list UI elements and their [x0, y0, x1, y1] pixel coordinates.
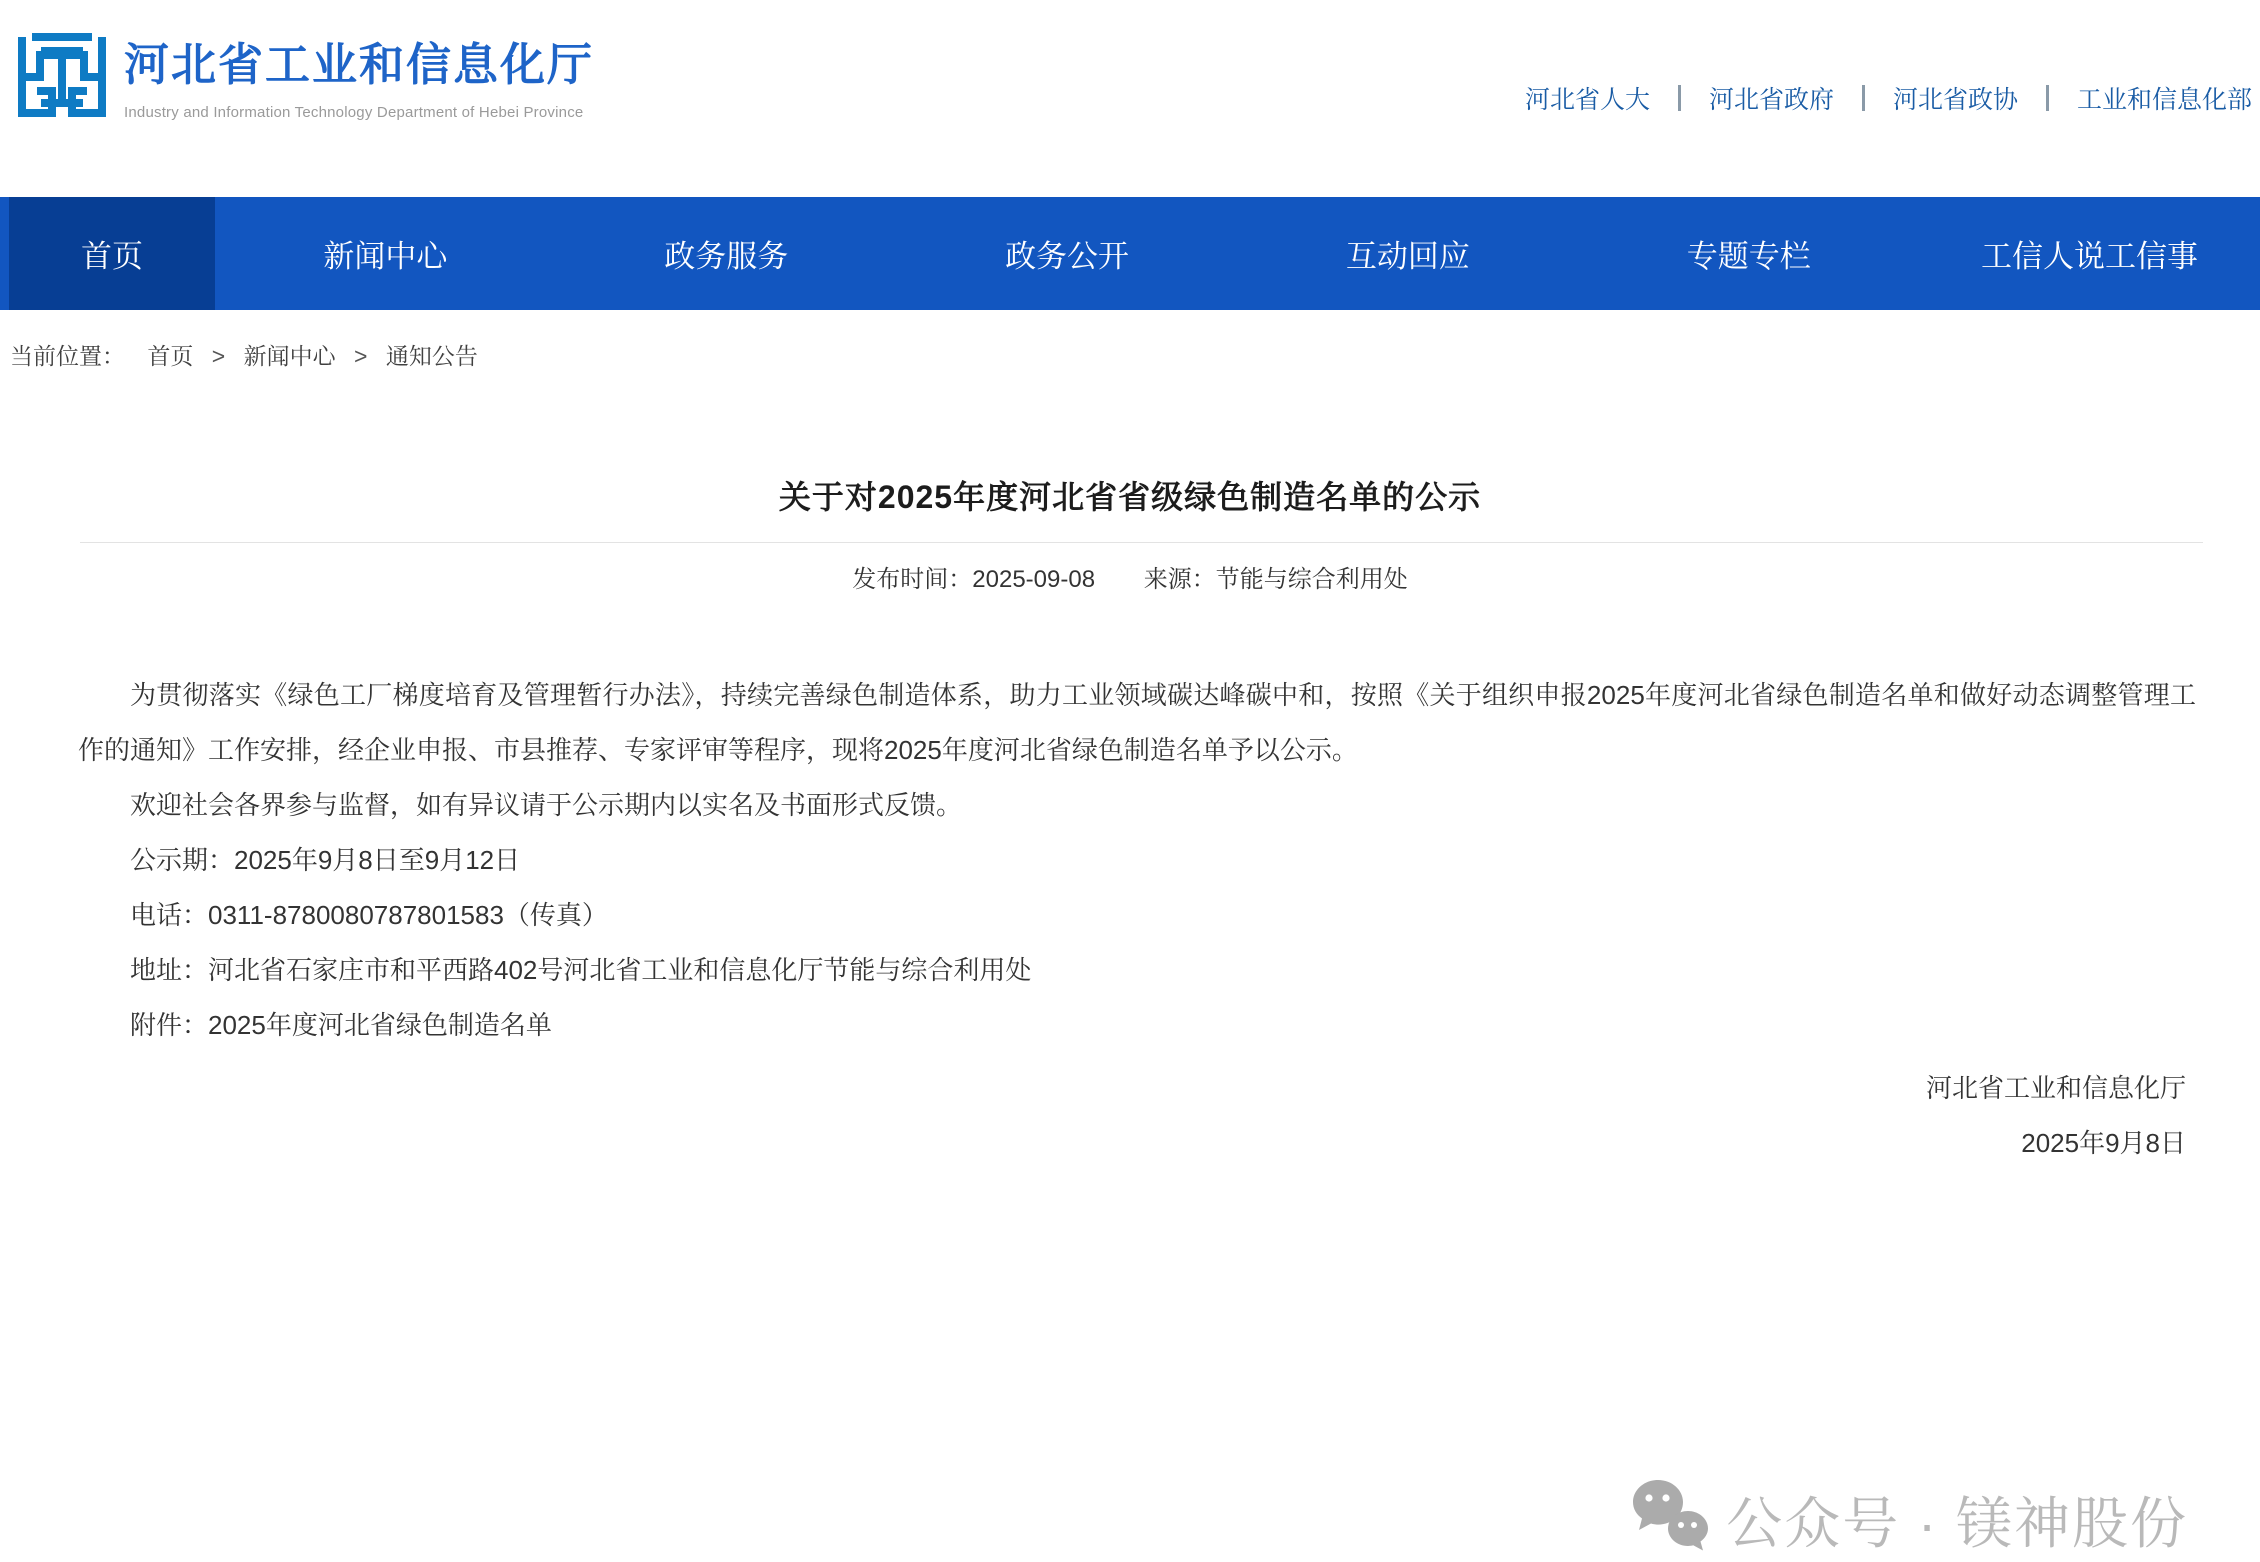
source-label: 来源：	[1143, 566, 1216, 593]
signature-org: 河北省工业和信息化厅	[1925, 1073, 2186, 1103]
article	[0, 476, 2260, 1555]
wechat-icon	[1632, 1478, 1710, 1562]
brand	[14, 28, 594, 126]
wechat-watermark	[1632, 1478, 2188, 1562]
main-nav	[0, 197, 2260, 310]
published-date: 2025-09-08	[972, 566, 1096, 593]
source-value: 节能与综合利用处	[1215, 566, 1408, 593]
public-notice-period: 公示期：2025年9月8日至9月12日	[130, 845, 521, 875]
hebei-miit-logo-icon	[14, 28, 110, 126]
nav-item-gov-disclosure[interactable]: 政务公开	[1005, 239, 1130, 274]
nav-item-news-center[interactable]: 新闻中心	[323, 239, 448, 274]
site-title: 河北省工业和信息化厅	[124, 39, 595, 90]
nav-item-gov-services[interactable]: 政务服务	[664, 239, 789, 274]
top-link-zhengfu[interactable]: 河北省政府	[1708, 86, 1834, 114]
paragraph: 为贯彻落实《绿色工厂梯度培育及管理暂行办法》，持续完善绿色制造体系，助力工业领域碳达峰碳中和，按照《关于组织申报2025年度河北省绿色制造名单和做好动态调整管理工作的通知》工作安排，经企业申报、市县推荐、专家评审等程序，现将2025年度河北省绿色制造名单予以公示。	[78, 680, 2196, 765]
breadcrumb	[0, 310, 2260, 372]
nav-item-miit-people[interactable]: 工信人说工信事	[1981, 239, 2199, 274]
top-link-zhengxie[interactable]: 河北省政协	[1892, 86, 2018, 114]
article-title: 关于对2025年度河北省省级绿色制造名单的公示	[778, 479, 1482, 515]
article-meta	[0, 559, 2260, 594]
top-link-divider	[1678, 85, 1681, 111]
watermark-text: 公众号 · 镁神股份	[1726, 1492, 2188, 1555]
breadcrumb-separator: >	[211, 343, 226, 369]
crumb-home[interactable]: 首页	[147, 343, 194, 369]
paragraph: 欢迎社会各界参与监督，如有异议请于公示期内以实名及书面形式反馈。	[130, 790, 963, 820]
site-header	[0, 0, 2260, 197]
site-subtitle: Industry and Information Technology Department of Hebei Province	[124, 104, 584, 121]
top-links	[1525, 80, 2252, 116]
attachment-link[interactable]: 附件：2025年度河北省绿色制造名单	[130, 1010, 552, 1040]
article-body	[0, 668, 2260, 1053]
top-link-miit[interactable]: 工业和信息化部	[2076, 86, 2252, 114]
address-line: 地址：河北省石家庄市和平西路402号河北省工业和信息化厅节能与综合利用处	[130, 955, 1032, 985]
nav-item-special-topics[interactable]: 专题专栏	[1686, 239, 1811, 274]
breadcrumb-separator: >	[354, 343, 368, 369]
nav-item-interaction[interactable]: 互动回应	[1345, 239, 1470, 274]
nav-item-home[interactable]: 首页	[9, 197, 215, 310]
signature-block	[0, 1061, 2260, 1171]
phone-line: 电话：0311-8780080787801583（传真）	[130, 900, 608, 930]
crumb-notices: 通知公告	[385, 343, 478, 369]
crumb-news-center[interactable]: 新闻中心	[243, 343, 336, 369]
title-divider	[80, 542, 2203, 543]
signature-date: 2025年9月8日	[2021, 1128, 2186, 1158]
top-link-divider	[1862, 85, 1865, 111]
published-label: 发布时间：	[852, 566, 973, 593]
breadcrumb-label: 当前位置：	[10, 343, 125, 369]
top-link-divider	[2046, 85, 2049, 111]
top-link-renda[interactable]: 河北省人大	[1524, 86, 1650, 114]
